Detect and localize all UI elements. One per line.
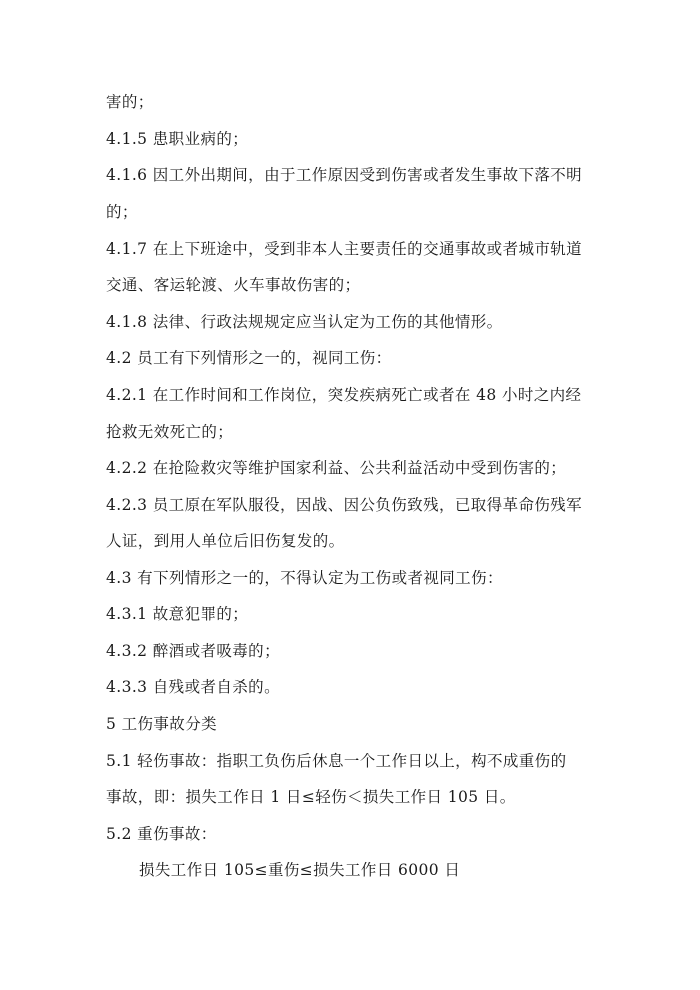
text-line: 4.2.3 员工原在军队服役，因战、因公负伤致残，已取得革命伤残军 bbox=[106, 496, 583, 514]
text-line: 交通、客运轮渡、火车事故伤害的； bbox=[106, 276, 361, 294]
text-line: 4.1.8 法律、行政法规规定应当认定为工伤的其他情形。 bbox=[106, 313, 503, 331]
text-line: 4.3 有下列情形之一的，不得认定为工伤或者视同工伤： bbox=[106, 569, 503, 587]
text-line: 4.2.2 在抢险救灾等维护国家利益、公共利益活动中受到伤害的； bbox=[106, 459, 567, 477]
text-line: 4.3.1 故意犯罪的； bbox=[106, 605, 249, 623]
text-line: 4.3.3 自残或者自杀的。 bbox=[106, 678, 280, 696]
text-line: 4.1.6 因工外出期间，由于工作原因受到伤害或者发生事故下落不明 bbox=[106, 166, 583, 184]
text-line: 4.1.5 患职业病的； bbox=[106, 130, 249, 148]
section-heading: 5 工伤事故分类 bbox=[106, 715, 217, 733]
text-line: 4.2 员工有下列情形之一的，视同工伤： bbox=[106, 349, 392, 367]
text-line: 损失工作日 105≤重伤≤损失工作日 6000 日 bbox=[139, 861, 461, 879]
text-line: 5.1 轻伤事故：指职工负伤后休息一个工作日以上，构不成重伤的 bbox=[106, 752, 567, 770]
text-line: 人证，到用人单位后旧伤复发的。 bbox=[106, 532, 345, 550]
text-line: 4.2.1 在工作时间和工作岗位，突发疾病死亡或者在 48 小时之内经 bbox=[106, 386, 582, 404]
text-line: 事故，即：损失工作日 1 日≤轻伤＜损失工作日 105 日。 bbox=[106, 788, 516, 806]
text-line: 抢救无效死亡的； bbox=[106, 423, 234, 441]
text-line: 4.3.2 醉酒或者吸毒的； bbox=[106, 642, 280, 660]
text-line: 害的； bbox=[106, 93, 154, 111]
text-line: 4.1.7 在上下班途中，受到非本人主要责任的交通事故或者城市轨道 bbox=[106, 240, 583, 258]
text-line: 的； bbox=[106, 203, 138, 221]
text-line: 5.2 重伤事故： bbox=[106, 825, 217, 843]
